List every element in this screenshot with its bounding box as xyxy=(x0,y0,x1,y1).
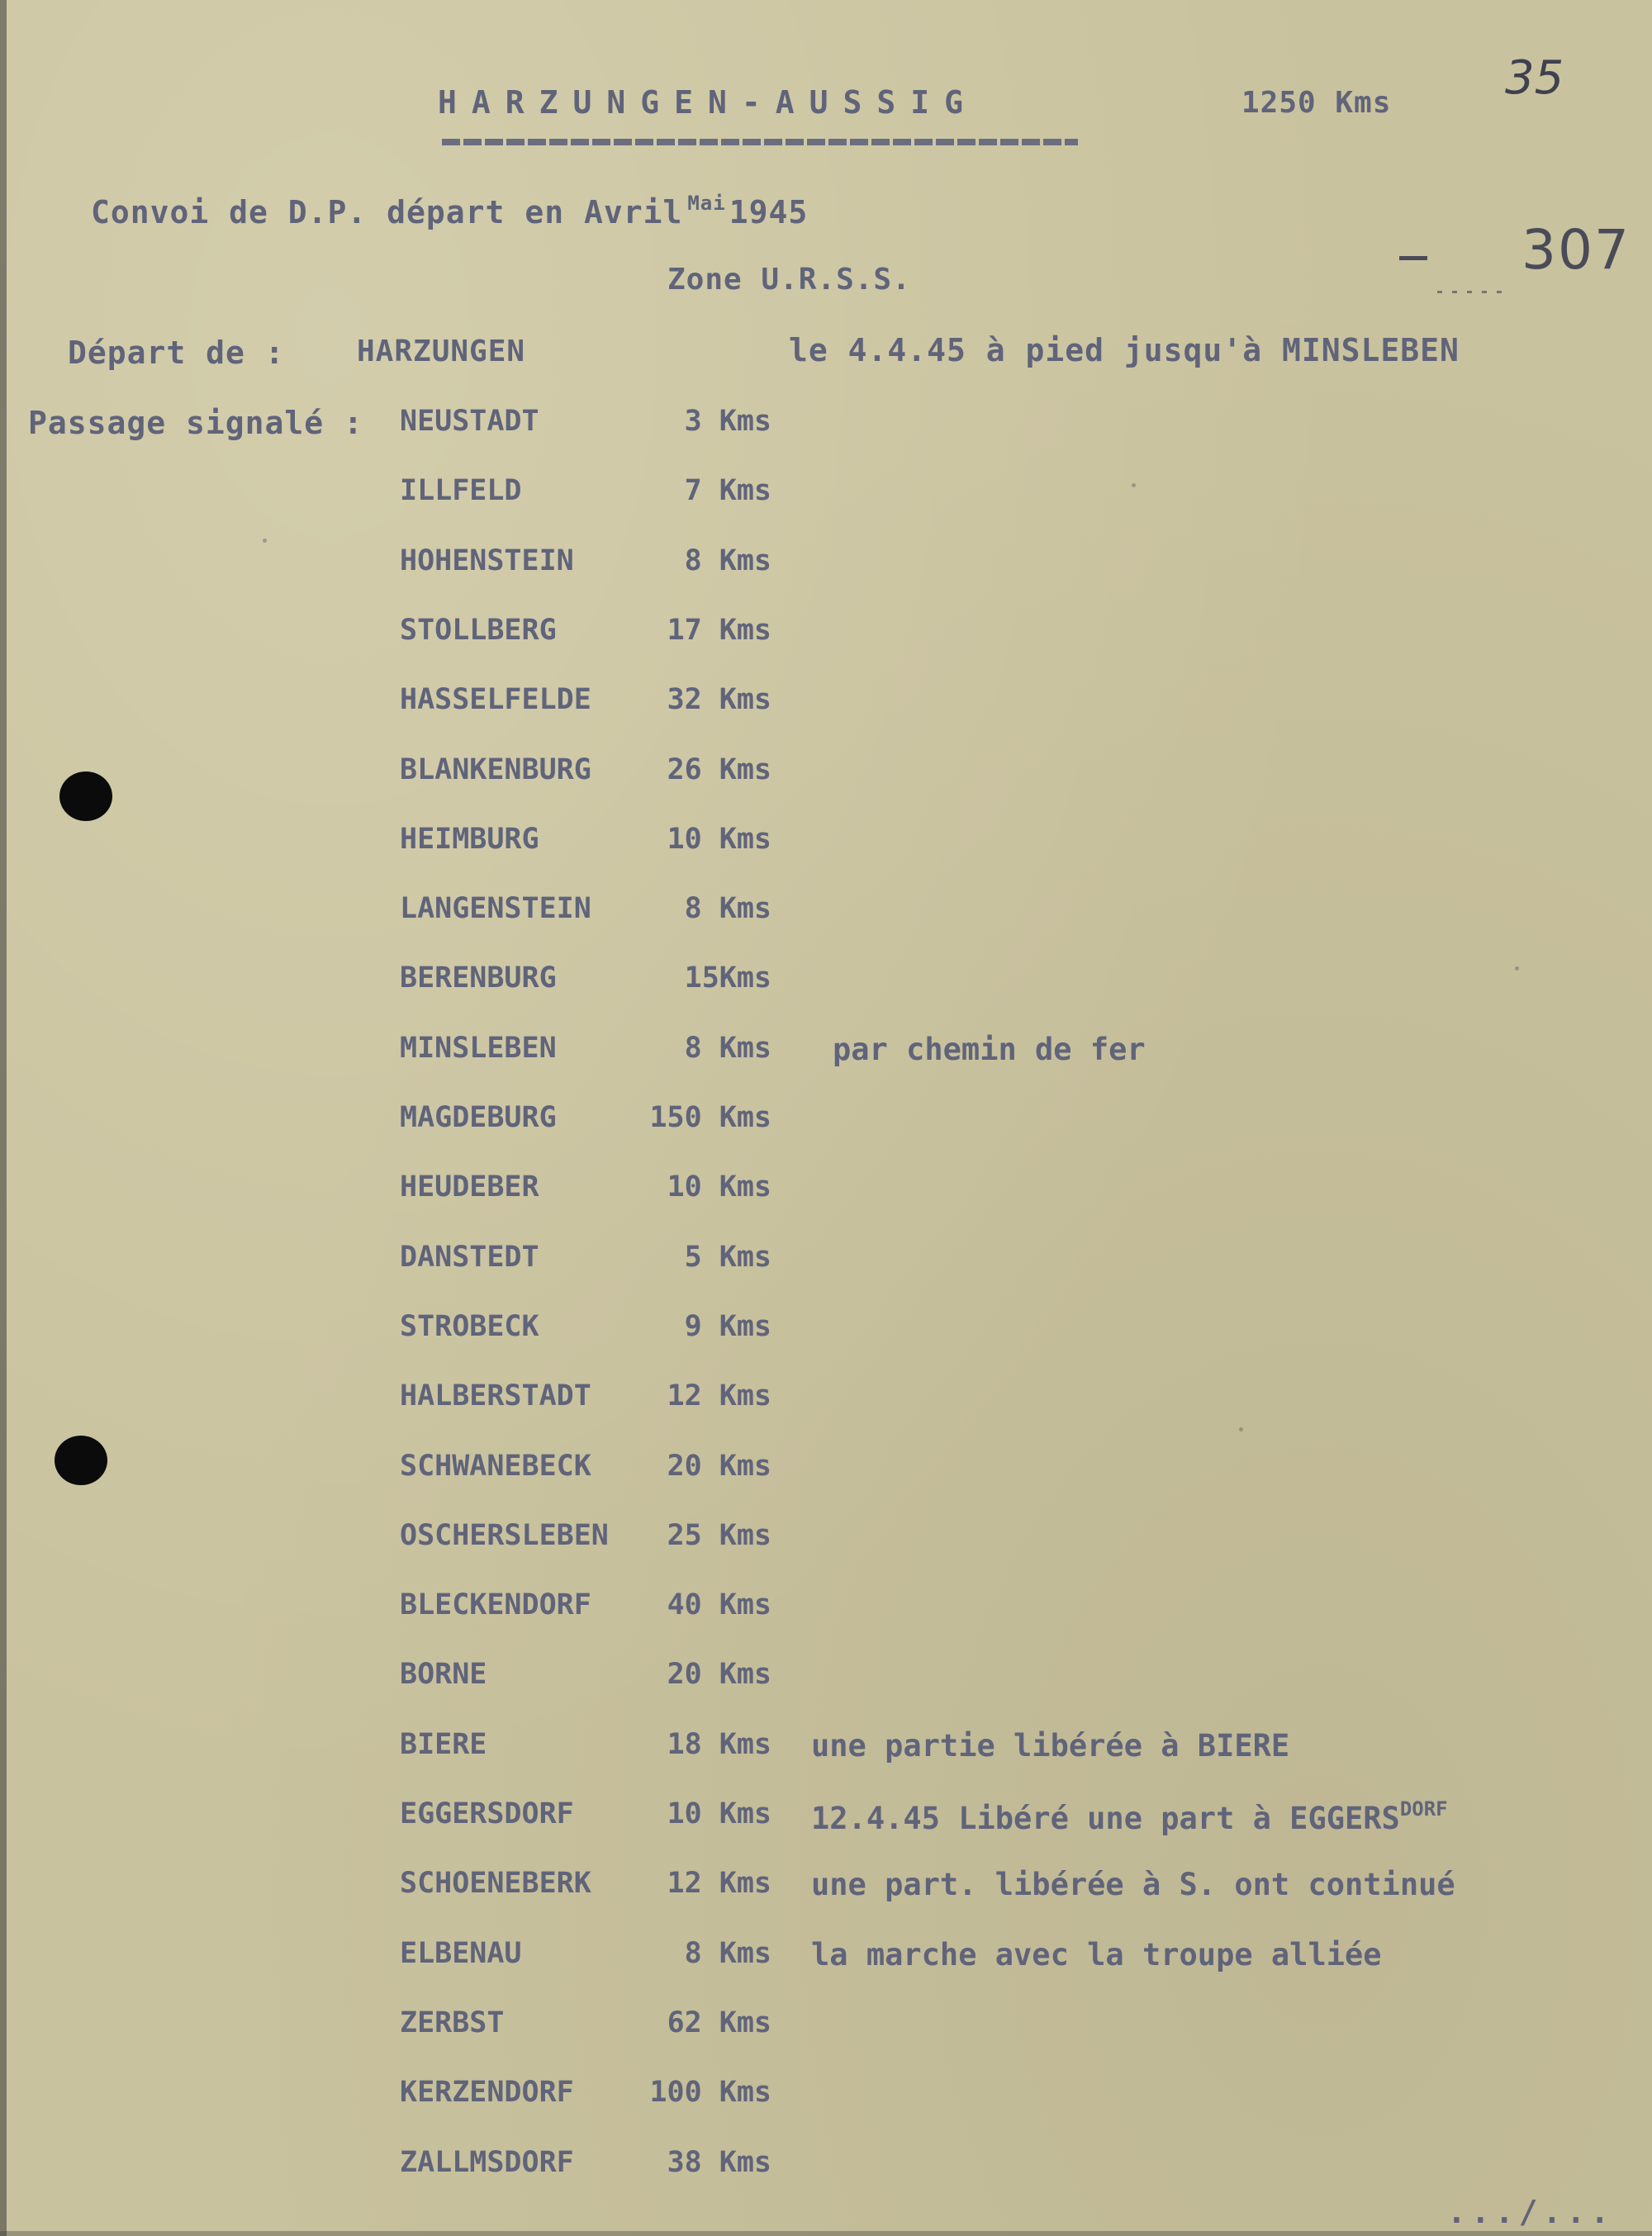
stage-row xyxy=(400,1937,1382,1987)
stage-place: KERZENDORF xyxy=(400,2076,574,2109)
stage-distance: 32 Kms xyxy=(667,683,771,716)
stage-distance: 100 Kms xyxy=(649,2076,771,2109)
stage-distance: 20 Kms xyxy=(667,1658,771,1691)
punch-hole xyxy=(55,1436,107,1485)
stage-distance: 20 Kms xyxy=(667,1450,771,1483)
stage-place: ZALLMSDORF xyxy=(400,2146,574,2179)
convoy-prefix: Convoi de D.P. départ en Avril xyxy=(91,194,683,230)
scan-bottom-shadow xyxy=(0,2231,1652,2236)
stage-distance: 25 Kms xyxy=(667,1519,771,1552)
stage-row xyxy=(400,1728,1290,1778)
convoy-year: 1945 xyxy=(729,194,809,230)
stage-row xyxy=(400,405,771,454)
passage-label: Passage signalé : xyxy=(28,405,363,441)
stage-row xyxy=(400,1241,771,1290)
stage-distance: 9 Kms xyxy=(684,1310,771,1343)
stage-place: HOHENSTEIN xyxy=(400,544,574,577)
stage-distance: 7 Kms xyxy=(684,474,771,507)
stage-note xyxy=(811,1867,1455,1902)
departure-label: Départ de : xyxy=(68,335,285,371)
stage-distance: 62 Kms xyxy=(667,2006,771,2039)
punch-hole xyxy=(59,771,112,821)
stage-place: NEUSTADT xyxy=(400,405,539,438)
stage-row xyxy=(400,2146,771,2196)
departure-place: HARZUNGEN xyxy=(357,335,526,368)
stamp-number: 307 xyxy=(1521,218,1631,282)
stage-place: MINSLEBEN xyxy=(400,1032,557,1065)
stage-row xyxy=(400,892,771,942)
stage-place: BLANKENBURG xyxy=(400,753,591,786)
convoy-line xyxy=(91,194,808,230)
stage-distance: 8 Kms xyxy=(684,892,771,925)
total-distance: 1250 Kms xyxy=(1241,86,1392,120)
paper-speck xyxy=(1515,966,1519,971)
stage-distance: 8 Kms xyxy=(684,1937,771,1970)
stage-distance: 40 Kms xyxy=(667,1588,771,1621)
stage-place: HALBERSTADT xyxy=(400,1379,591,1412)
stage-place: DANSTEDT xyxy=(400,1241,539,1274)
stage-place: ELBENAU xyxy=(400,1937,522,1970)
stage-note-superscript: DORF xyxy=(1399,1797,1448,1821)
convoy-month-correction: Mai xyxy=(687,192,726,215)
stage-place: EGGERSDORF xyxy=(400,1797,574,1830)
stage-place: ILLFELD xyxy=(400,474,522,507)
stage-distance: 8 Kms xyxy=(684,544,771,577)
continuation-mark: .../... xyxy=(1447,2194,1615,2230)
stage-note xyxy=(833,1032,1146,1067)
stage-distance: 3 Kms xyxy=(684,405,771,438)
stage-distance: 38 Kms xyxy=(667,2146,771,2179)
stage-row xyxy=(400,474,771,524)
stage-place: SCHWANEBECK xyxy=(400,1450,591,1483)
stage-distance: 12 Kms xyxy=(667,1379,771,1412)
stage-row xyxy=(400,1310,771,1360)
stage-row xyxy=(400,753,771,803)
stage-distance: 10 Kms xyxy=(667,1797,771,1830)
stage-row xyxy=(400,1101,771,1151)
stage-note-text: une part. libérée à S. ont continué xyxy=(811,1867,1455,1902)
stage-row xyxy=(400,544,771,594)
zone-line: Zone U.R.S.S. xyxy=(667,263,911,297)
stamp-dash xyxy=(1399,256,1427,260)
stage-row xyxy=(400,2006,771,2056)
stage-place: OSCHERSLEBEN xyxy=(400,1519,609,1552)
stage-place: HEIMBURG xyxy=(400,823,539,856)
stage-place: BERENBURG xyxy=(400,961,557,995)
departure-note: le 4.4.45 à pied jusqu'à MINSLEBEN xyxy=(789,332,1460,368)
stage-row xyxy=(400,1797,1448,1847)
stage-note-text: la marche avec la troupe alliée xyxy=(811,1937,1382,1973)
title-underline xyxy=(442,139,1078,145)
paper-speck xyxy=(263,539,267,543)
stage-row xyxy=(400,1519,771,1569)
route-title: HARZUNGEN-AUSSIG xyxy=(438,84,979,121)
paper-speck xyxy=(1132,483,1136,487)
stage-place: BORNE xyxy=(400,1658,487,1691)
stage-row xyxy=(400,823,771,872)
stage-distance: 26 Kms xyxy=(667,753,771,786)
stage-distance: 10 Kms xyxy=(667,1170,771,1203)
paper-speck xyxy=(1239,1427,1243,1431)
stage-place: HASSELFELDE xyxy=(400,683,591,716)
stage-row xyxy=(400,1588,771,1638)
stage-place: BLECKENDORF xyxy=(400,1588,591,1621)
stage-row xyxy=(400,1658,771,1707)
stage-place: STROBECK xyxy=(400,1310,539,1343)
stage-row xyxy=(400,683,771,733)
stage-distance: 18 Kms xyxy=(667,1728,771,1761)
stage-row xyxy=(400,961,771,1011)
stage-place: SCHOENEBERK xyxy=(400,1867,591,1900)
stage-distance: 8 Kms xyxy=(684,1032,771,1065)
stage-place: BIERE xyxy=(400,1728,487,1761)
stage-row xyxy=(400,1379,771,1429)
stage-note xyxy=(811,1797,1448,1836)
stage-place: STOLLBERG xyxy=(400,614,557,647)
stage-distance: 10 Kms xyxy=(667,823,771,856)
stage-distance: 150 Kms xyxy=(649,1101,771,1134)
stage-row xyxy=(400,1032,1146,1081)
stage-note xyxy=(811,1728,1289,1764)
stage-note-text: 12.4.45 Libéré une part à EGGERS xyxy=(811,1801,1400,1836)
stage-row xyxy=(400,1170,771,1220)
stage-distance: 12 Kms xyxy=(667,1867,771,1900)
stage-note-text: par chemin de fer xyxy=(833,1032,1146,1067)
stage-note-text: une partie libérée à BIERE xyxy=(811,1728,1290,1764)
stage-place: LANGENSTEIN xyxy=(400,892,591,925)
stage-place: MAGDEBURG xyxy=(400,1101,557,1134)
stage-row xyxy=(400,1867,1455,1916)
stage-distance: 17 Kms xyxy=(667,614,771,647)
stage-distance: 5 Kms xyxy=(684,1241,771,1274)
stage-place: HEUDEBER xyxy=(400,1170,539,1203)
folio-number: 35 xyxy=(1505,51,1564,105)
stage-row xyxy=(400,614,771,663)
stage-distance: 15Kms xyxy=(684,961,771,995)
scan-edge-shadow xyxy=(0,0,7,2236)
stage-place: ZERBST xyxy=(400,2006,505,2039)
stage-row xyxy=(400,2076,771,2125)
stage-note xyxy=(811,1937,1382,1973)
stamp-dots xyxy=(1437,291,1503,293)
stage-row xyxy=(400,1450,771,1499)
